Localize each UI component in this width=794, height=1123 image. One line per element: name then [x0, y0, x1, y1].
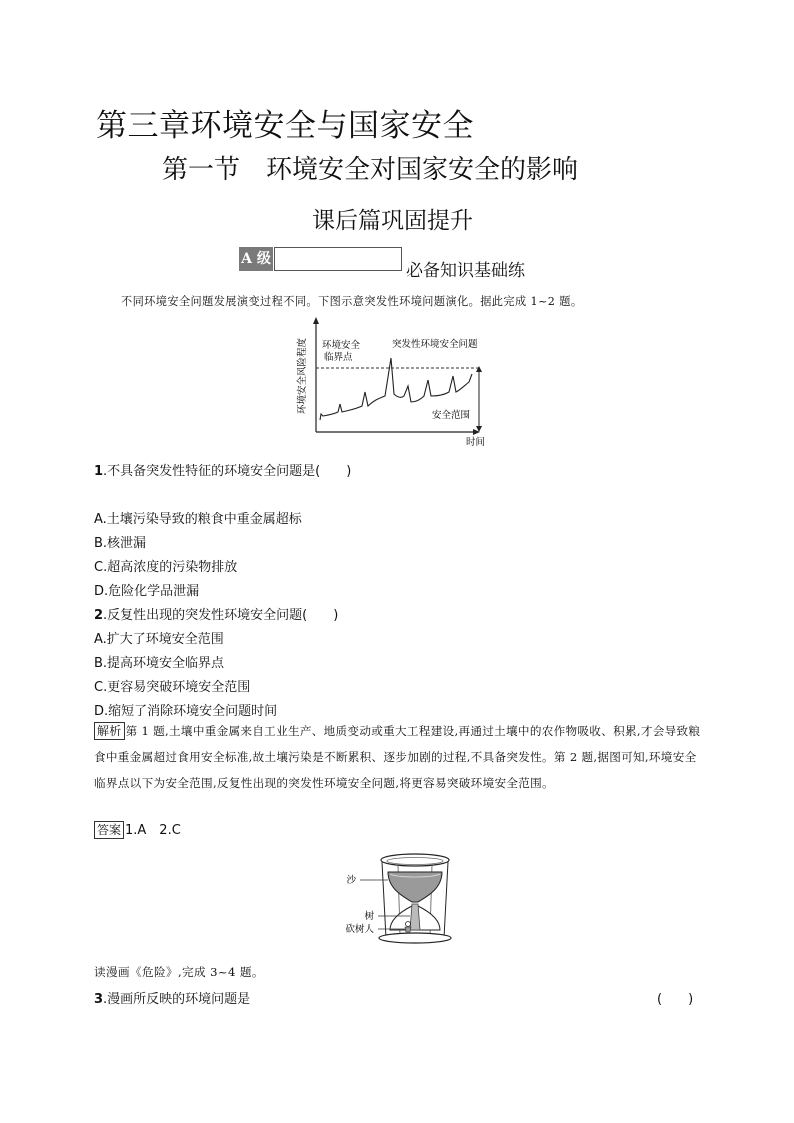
analysis-tag: 解析: [94, 722, 125, 740]
answer-tag: 答案: [94, 821, 124, 839]
sub-title: 课后篇巩固提升: [312, 208, 473, 234]
y-axis-arrow: [313, 317, 319, 324]
analysis-block: [94, 718, 708, 796]
intro-text: 不同环境安全问题发展演变过程不同。下图示意突发性环境问题演化。据此完成 1~2 题。: [121, 295, 583, 308]
answer-text: 1.A 2.C: [125, 823, 181, 838]
caption-q3-4: 读漫画《危险》,完成 3~4 题。: [94, 965, 264, 979]
figure1-xlabel: 时间: [466, 437, 486, 448]
analysis-text: 第 1 题,土壤中重金属来自工业生产、地质变动或重大工程建设,再通过土壤中的农作物吸收、积累,才会导致粮食中重金属超过食用安全标准,故土壤污染是不断累积、逐步加剧的过程,不具备突发性。第 2 题,据图可知,环境安全临界点以下为安全范围,反复性出现的突发性环境安全问题,将更容易突破环境安全范围。: [94, 724, 701, 790]
hourglass-cartoon: [338, 850, 464, 948]
question-3: 3.漫画所反映的环境问题是: [94, 992, 251, 1007]
figure1-threshold-label-2: 临界点: [324, 352, 353, 363]
chapter-title: 第三章环境安全与国家安全: [96, 108, 474, 144]
question-2: 2.反复性出现的突发性环境安全问题( ): [94, 608, 339, 623]
q1-option-a: A.土壤污染导致的粮食中重金属超标: [94, 512, 302, 527]
q2-option-a: A.扩大了环境安全范围: [94, 632, 224, 647]
q1-option-d: D.危险化学品泄漏: [94, 584, 200, 599]
cartoon-label-tree: 树: [364, 911, 374, 922]
answer-line: [94, 819, 181, 839]
figure1-safe-label: 安全范围: [432, 410, 471, 421]
figure1-threshold-label-1: 环境安全: [322, 340, 361, 351]
section-title: 第一节 环境安全对国家安全的影响: [162, 155, 579, 185]
cartoon-label-person: 砍树人: [345, 924, 374, 935]
q1-option-c: C.超高浓度的污染物排放: [94, 560, 238, 575]
figure1-sudden-label: 突发性环境安全问题: [392, 339, 478, 350]
safe-range-arrow-up: [476, 366, 482, 372]
q2-option-c: C.更容易突破环境安全范围: [94, 680, 251, 695]
level-frame: [274, 247, 402, 271]
environment-risk-figure: [294, 316, 504, 448]
level-label: 必备知识基础练: [406, 261, 525, 281]
q2-option-d: D.缩短了消除环境安全问题时间: [94, 704, 278, 719]
q2-option-b: B.提高环境安全临界点: [94, 656, 225, 671]
figure1-ylabel: 环境安全风险程度: [297, 337, 308, 415]
question-1: 1.不具备突发性特征的环境安全问题是( ): [94, 464, 352, 479]
q3-answer-paren: ( ): [657, 992, 694, 1007]
level-badge: A 级: [239, 247, 273, 271]
q1-option-b: B.核泄漏: [94, 536, 147, 551]
cartoon-label-sand: 沙: [346, 875, 356, 886]
